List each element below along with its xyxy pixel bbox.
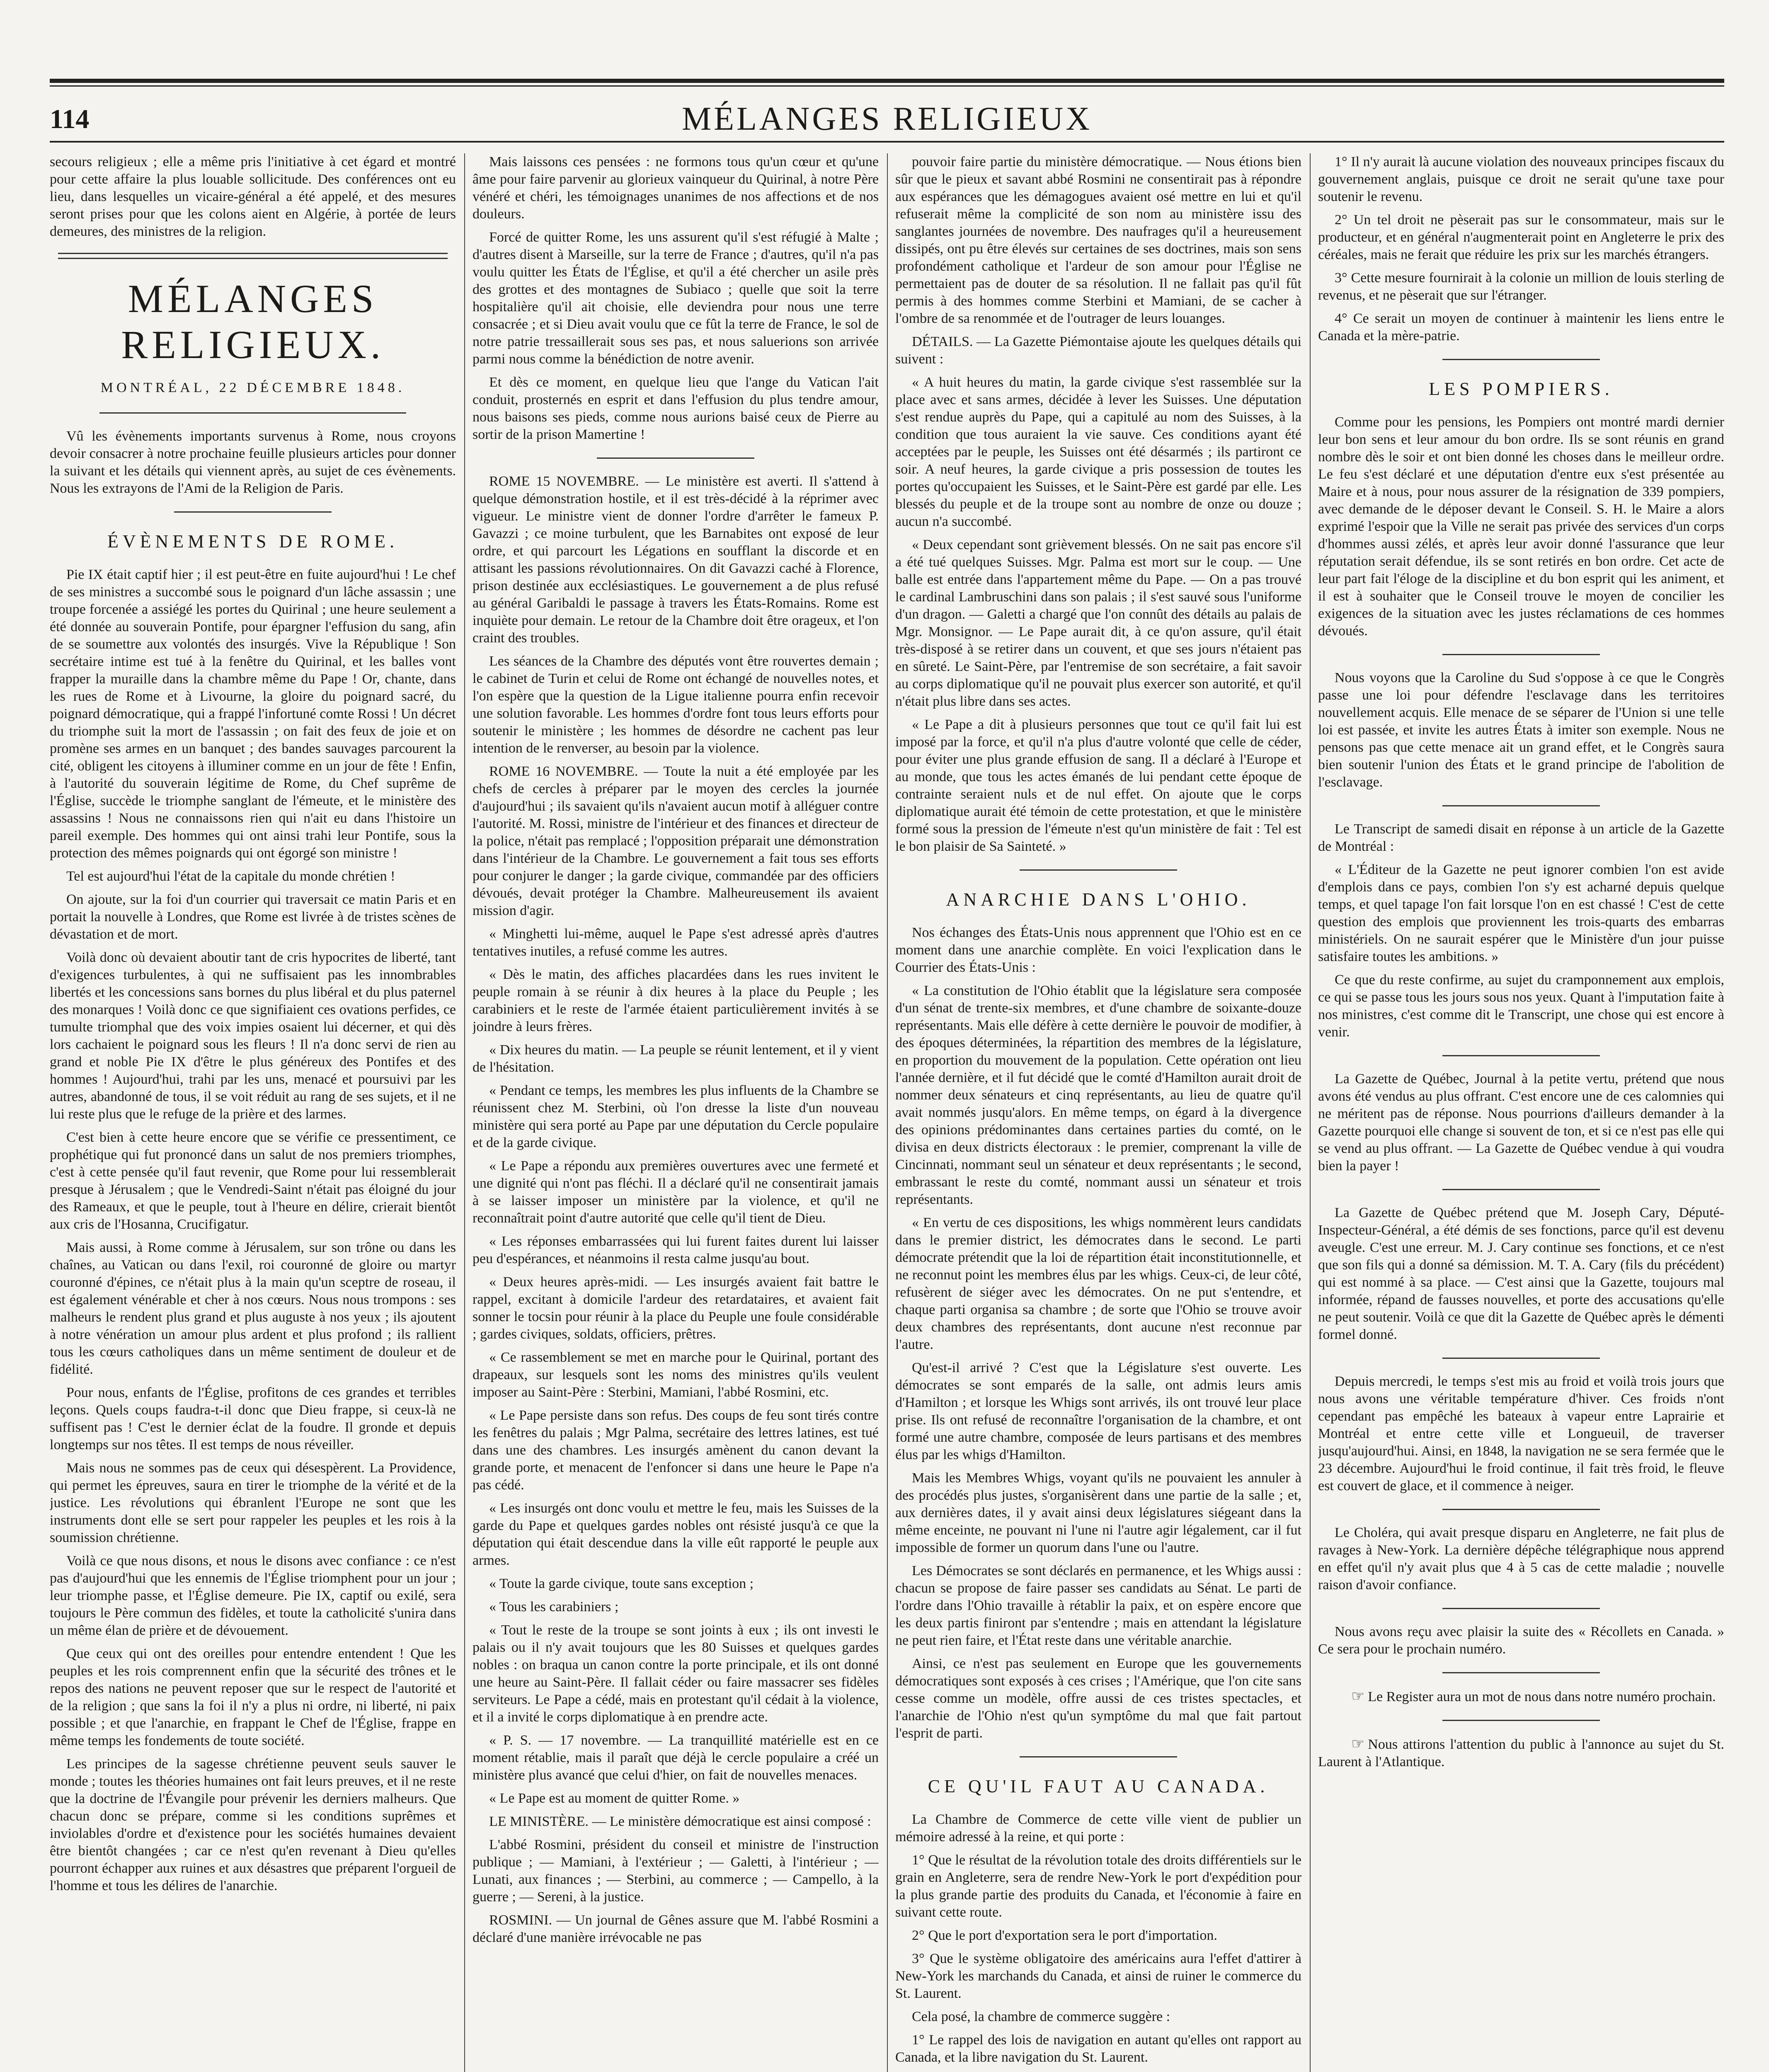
- paragraph: « A huit heures du matin, la garde civique s'est rassemblée sur la place avec et sans armes, décidée à lever les Suisses. Une députation s'est rendue auprès du Pape, qui a capitulé au nom des Suisses, à la condition que tous auraient la vie sauve. Ces conditions ayant été acceptées par le peuple, les Suisses ont été désarmés ; ils partiront ce soir. A neuf heures, la garde civique a pris possession de toutes les portes qu'occupaient les Suisses, et le Saint-Père est gardé par elle. Les blessés du peuple et de la troupe sont au nombre de onze ou douze ; aucun n'a succombé.: [895, 375, 1301, 529]
- divider: [1442, 1720, 1600, 1721]
- paragraph: La Gazette de Québec prétend que M. Joseph Cary, Député-Inspecteur-Général, a été démis de ses fonctions, parce qu'il est devenu aveugle. C'est une erreur. M. J. Cary continue ses fonctions, et ce n'est que son fils qui a donné sa démission. M. T. A. Cary (fils du précédent) qui est nommé à sa place. — C'est ainsi que la Gazette, toujours mal informée, répand de fausses nouvelles, et porte des accusations qu'elle ne peut soutenir. Voilà ce que dit la Gazette de Québec après le démenti formel donné.: [1318, 1205, 1724, 1342]
- paragraph: Et dès ce moment, en quelque lieu que l'ange du Vatican l'ait conduit, prosternés en esprit et dans l'effusion du plus tendre amour, nous baisons ses pieds, comme nous aurions baisé ceux de Pierre au sortir de la prison Mamertine !: [473, 375, 879, 442]
- divider: [1442, 1189, 1600, 1190]
- divider: [597, 457, 754, 459]
- paragraph: 1° Il n'y aurait là aucune violation des nouveaux principes fiscaux du gouvernement anglais, puisque ce droit ne serait qu'une taxe pour soutenir le revenu.: [1318, 154, 1724, 204]
- paragraph: « Le Pape a répondu aux premières ouvertures avec une fermeté et une dignité qui n'ont pas fléchi. Il a déclaré qu'il ne consentirait jamais à se laisser imposer un ministère par la violence, et qu'il ne reconnaîtrait point d'autre autorité que celle qu'il tient de Dieu.: [473, 1158, 879, 1226]
- paragraph: Forcé de quitter Rome, les uns assurent qu'il s'est réfugié à Malte ; d'autres disent à Marseille, sur la terre de France ; d'autres, qu'il n'a pas voulu quitter les États de l'Église, et qu'il a été chercher un asile près des grottes et des montagnes de Subiaco ; quelle que soit la terre hospitalière qu'il ait choisie, elle deviendra pour nous une terre consacrée ; et si Dieu avait voulu que ce fût la terre de France, le sol de notre patrie tressaillerait sous ses pas, et nous saluerions son arrivée parmi nous comme la bénédiction de notre avenir.: [473, 230, 879, 367]
- dateline: MONTRÉAL, 22 DÉCEMBRE 1848.: [100, 380, 405, 395]
- paragraph: « Dix heures du matin. — La peuple se réunit lentement, et il y vient de l'hésitation.: [473, 1042, 879, 1075]
- column-4: [1318, 153, 1724, 2072]
- divider: [58, 253, 448, 259]
- dispatch-paragraph: ROME 15 NOVEMBRE. — Le ministère est averti. Il s'attend à quelque démonstration hostile, et il est très-décidé à la réprimer avec vigueur. Le ministre vient de donner l'ordre d'arrêter le fameux P. Gavazzi ; ce moine turbulent, que les Barnabites ont exposé de leur ordre, et qui parcourt les Légations en soufflant la discorde et en attisant les passions révolutionnaires. On dit Gavazzi caché à Florence, prison destinée aux ecclésiastiques. Le gouvernement a de plus refusé au général Garibaldi le passage à travers les États-Romains. Rome est inquiète pour demain. Le retour de la Chambre doit être orageux, et l'on craint des troubles.: [473, 474, 879, 646]
- paragraph: Mais nous ne sommes pas de ceux qui désespèrent. La Providence, qui permet les épreuves, saura en tirer le triomphe de la vérité et de la justice. Les révolutions qui ébranlent l'Europe ne sont que les instruments dont elle se sert pour rappeler les peuples et les rois à la soumission chrétienne.: [50, 1460, 456, 1545]
- header-bottom-rule: [50, 141, 1724, 143]
- columns: [50, 153, 1724, 2072]
- paragraph: 4° Ce serait un moyen de continuer à maintenir les liens entre le Canada et la mère-patrie.: [1318, 311, 1724, 344]
- paragraph: « Deux cependant sont grièvement blessés. On ne sait pas encore s'il a été tué quelques Suisses. Mgr. Palma est mort sur le coup. — Une balle est entrée dans l'appartement même du Pape. — On a pas trouvé le cardinal Lambruschini dans son palais ; il s'est sauvé sous l'uniforme d'un dragon. — Galetti a chargé que l'on connût des détails au palais de Mgr. Monsignor. — Le Pape aurait dit, à ce qu'on assure, qu'il était très-disposé à se retirer dans un couvent, et que ses jours n'étaient pas en sûreté. Le Saint-Père, par l'entremise de son secrétaire, a fait savoir au corps diplomatique qu'il ne pouvait plus exercer son autorité, et qu'il n'était plus libre dans ses actes.: [895, 537, 1301, 709]
- divider: [1442, 1509, 1600, 1510]
- paragraph: Pour nous, enfants de l'Église, profitons de ces grandes et terribles leçons. Quels coups faudra-t-il donc que Dieu frappe, si ceux-là ne suffisent pas ! C'est le dernier éclat de la foudre. Il gronde et depuis longtemps sur nos têtes. Il est temps de nous réveiller.: [50, 1385, 456, 1452]
- paragraph: Que ceux qui ont des oreilles pour entendre entendent ! Que les peuples et les rois comprennent enfin que la sécurité des trônes et le repos des nations ne peuvent reposer que sur le respect de l'autorité et de la religion ; que sans la foi il n'y a plus ni ordre, ni liberté, ni paix possible ; et que l'anarchie, en frappant le Chef de l'Église, frappe en même temps les fondements de toute société.: [50, 1646, 456, 1748]
- paragraph: 2° Un tel droit ne pèserait pas sur le consommateur, mais sur le producteur, et en général n'augmenterait point en Angleterre le prix des céréales, mais ne ferait que réduire les prix sur les marchés étrangers.: [1318, 212, 1724, 262]
- paragraph: « Le Pape a dit à plusieurs personnes que tout ce qu'il fait lui est imposé par la force, et qu'il n'a plus d'autre volonté que celle de céder, pour éviter une plus grande effusion de sang. Il a déclaré à l'Europe et au monde, que tous les actes émanés de lui pendant cette époque de contrainte seraient nuls et de nul effet. On ajoute que le corps diplomatique aurait été témoin de cette protestation, et que le ministère formé sous la pression de l'émeute n'est qu'un ministère de fait : Tel est le bon plaisir de Sa Sainteté. »: [895, 717, 1301, 854]
- paragraph: « Tous les carabiniers ;: [489, 1599, 619, 1615]
- paragraph: « Les insurgés ont donc voulu et mettre le feu, mais les Suisses de la garde du Pape et quelques gardes nobles ont résisté jusqu'à ce que la députation qui était descendue dans la ville eût rapporté le peuple aux armes.: [473, 1501, 879, 1568]
- dispatch-paragraph: ROME 16 NOVEMBRE. — Toute la nuit a été employée par les chefs de cercles à préparer par le moyen des cercles la journée d'aujourd'hui ; ils savaient qu'ils n'avaient aucun motif à alléguer contre l'autorité. M. Rossi, ministre de l'intérieur et des finances et directeur de la police, n'était pas remplacé ; l'opposition préparait une démonstration dans l'intérieur de la Chambre. Le gouvernement a fait tous ses efforts pour conjurer le danger ; la garde civique, commandée par des officiers dévoués, devait protéger la Chambre. Malheureusement ils avaient mission d'agir.: [473, 764, 879, 918]
- paragraph: Nos échanges des États-Unis nous apprennent que l'Ohio est en ce moment dans une anarchie complète. En voici l'explication dans le Courrier des États-Unis :: [895, 925, 1301, 975]
- paragraph: Pie IX était captif hier ; il est peut-être en fuite aujourd'hui ! Le chef de ses ministres a succombé sous le poignard d'un lâche assassin ; une troupe forcenée a assiégé les portes du Quirinal ; une heure seulement a été donnée au souverain Pontife, pour épargner l'effusion du sang, afin de se soumettre aux volontés des insurgés. Vive la République ! Son secrétaire intime est tué à la fenêtre du Quirinal, et les balles vont frapper la muraille dans la chambre même du Pape ! Or, chante, dans les rues de Rome et à Livourne, la gloire du poignard sacré, du poignard démocratique, qui a frappé l'infortuné comte Rossi ! Un décret du triomphe suit la mort de l'assassin ; on fait des feux de joie et on promène ses armes en un banquet ; des bandes sauvages parcourent la cité, obligent les citoyens à illuminer comme en un jour de fête ! Enfin, à l'autorité du souverain légitime de Rome, du Chef suprême de l'Église, succède le triomphe sanglant de l'émeute, et le ministère des assassins ! Nous ne connaissons rien qui n'ait eu dans l'histoire un pareil exemple. Des hommes qui ont ainsi trahi leur Pontife, sous la protection des mêmes poignards qui ont égorgé son ministre !: [50, 567, 456, 861]
- paragraph: Le Choléra, qui avait presque disparu en Angleterre, ne fait plus de ravages à New-York. La dernière dépêche télégraphique nous apprend en effet qu'il n'y avait plus que 4 à 5 cas de cette maladie ; nouvelle raison d'avoir confiance.: [1318, 1525, 1724, 1593]
- paragraph: Les Démocrates se sont déclarés en permanence, et les Whigs aussi : chacun se propose de faire passer ses candidats au Sénat. Le parti de l'ordre dans l'Ohio travaille à rétablir la paix, et on espère encore que les deux partis finiront par s'entendre ; mais en attendant la législature ne peut rien faire, et l'État reste dans une véritable anarchie.: [895, 1563, 1301, 1648]
- paragraph: Les principes de la sagesse chrétienne peuvent seuls sauver le monde ; toutes les théories humaines ont fait leurs preuves, et il ne reste que la doctrine de l'Évangile pour prévenir les derniers malheurs. Que chacun donc se prépare, comme si les conditions suprêmes et inviolables d'ordre et d'existence pour les sociétés humaines devaient être bientôt changées ; car ce n'est qu'en revenant à Dieu qu'elles pourront échapper aux ruines et aux désastres que préparent l'orgueil de l'homme et tous les délires de l'anarchie.: [50, 1756, 456, 1893]
- paragraph: « Ce rassemblement se met en marche pour le Quirinal, portant des drapeaux, sur lesquels sont les noms des ministres qu'ils veulent imposer au Saint-Père : Sterbini, Mamiani, l'abbé Rosmini, etc.: [473, 1350, 879, 1400]
- column-divider: [887, 153, 888, 2072]
- paragraph: Les séances de la Chambre des députés vont être rouvertes demain ; le cabinet de Turin et celui de Rome ont échangé de nouvelles notes, et l'on espère que la question de la Ligue italienne pourra enfin recevoir une solution favorable. Les hommes d'ordre font tous leurs efforts pour soutenir le ministère ; les hommes de désordre ne cachent pas leur intention de le renverser, au besoin par la violence.: [473, 654, 879, 756]
- paragraph: « Deux heures après-midi. — Les insurgés avaient fait battre le rappel, excitant à domicile l'ardeur des retardataires, et avaient fait sonner le tocsin pour réunir à la place du Peuple une foule considérable ; gardes civiques, soldats, officiers, prêtres.: [473, 1274, 879, 1342]
- paragraph: Mais les Membres Whigs, voyant qu'ils ne pouvaient les annuler à des procédés plus justes, s'organisèrent dans une partie de la salle ; et, aux dernières dates, il y avait ainsi deux législatures siégeant dans la même enceinte, ne pouvant ni l'une ni l'autre agir légalement, car il fut impossible de former un quorum dans l'une ou l'autre.: [895, 1470, 1301, 1555]
- paragraph: Depuis mercredi, le temps s'est mis au froid et voilà trois jours que nous avons une véritable température d'hiver. Ces froids n'ont cependant pas empêché les bateaux à vapeur entre Laprairie et Montréal et entre cette ville et Longueuil, de traverser jusqu'aujourd'hui. Ainsi, en 1848, la navigation ne se sera fermée que le 23 décembre. Aujourd'hui le froid continue, il fait très froid, le fleuve est couvert de glace, et il commence à neiger.: [1318, 1374, 1724, 1493]
- notice-text: Nous attirons l'attention du public à l'annonce au sujet du St. Laurent à l'Atlantique.: [1318, 1737, 1724, 1769]
- column-2: [473, 153, 879, 2072]
- divider: [1442, 359, 1600, 360]
- running-title: MÉLANGES RELIGIEUX: [681, 101, 1093, 137]
- notice-attention: [1318, 1735, 1724, 1771]
- paragraph: 3° Que le système obligatoire des américains aura l'effet d'attirer à New-York les marchands du Canada, et ainsi de ruiner le commerce du St. Laurent.: [895, 1951, 1301, 2001]
- page-number: 114: [50, 104, 90, 134]
- paragraph: « Les réponses embarrassées qui lui furent faites durent lui laisser peu d'espérances, et néanmoins il resta calme jusqu'au bout.: [473, 1234, 879, 1266]
- paragraph: 3° Cette mesure fournirait à la colonie un million de louis sterling de revenus, et ne pèserait que sur l'étranger.: [1318, 270, 1724, 303]
- paragraph: Voilà ce que nous disons, et nous le disons avec confiance : ce n'est pas d'aujourd'hui que les ennemis de l'Église triomphent pour un jour ; leur triomphe passe, et l'Église demeure. Pie IX, captif ou exilé, sera toujours le Père commun des fidèles, et toute la catholicité s'unira dans un même élan de prière et de dévouement.: [50, 1553, 456, 1638]
- paragraph: Mais aussi, à Rome comme à Jérusalem, sur son trône ou dans les chaînes, au Vatican ou dans l'exil, roi couronné de gloire ou martyr couronné d'épines, ce n'était plus à la main qu'un sceptre de roseau, il est également vénérable et cher à nos cœurs. Nous nous trompons : ses malheurs le rendent plus grand et plus auguste à nos yeux ; ils ajoutent à notre vénération un amour plus ardent et plus profond ; ils rallient tous les cœurs catholiques dans un même sentiment de douleur et de fidélité.: [50, 1240, 456, 1377]
- article-continuation: secours religieux ; elle a même pris l'initiative à cet égard et montré pour cette affaire la plus louable sollicitude. Des conférences ont eu lieu, dans lesquelles un vicaire-général a été appelé, et des mesures seront prises pour que les colons aient en Algérie, à portée de leurs demeures, des ministres de la religion.: [50, 154, 456, 239]
- paragraph: Cela posé, la chambre de commerce suggère :: [912, 2009, 1170, 2024]
- divider: [174, 511, 332, 513]
- paragraph: Nous voyons que la Caroline du Sud s'oppose à ce que le Congrès passe une loi pour défendre l'esclavage dans les territoires nouvellement acquis. Elle menace de se séparer de l'Union si une telle loi est passée, et invite les autres États à imiter son exemple. Nous ne pensons pas que cette menace ait un grand effet, et le Congrès saura bien soutenir l'union des États et le grand principe de l'abolition de l'esclavage.: [1318, 670, 1724, 790]
- column-1: [50, 153, 456, 2072]
- paragraph: Nous avons reçu avec plaisir la suite des « Récollets en Canada. » Ce sera pour le prochain numéro.: [1318, 1624, 1724, 1657]
- paragraph: 1° Que le résultat de la révolution totale des droits différentiels sur le grain en Angleterre, sera de rendre New-York le port d'expédition pour la plus grande partie des produits du Canada, et l'économie à faire en suivant cette route.: [895, 1852, 1301, 1920]
- paragraph: DÉTAILS. — La Gazette Piémontaise ajoute les quelques détails qui suivent :: [895, 334, 1301, 367]
- paragraph: « Toute la garde civique, toute sans exception ;: [489, 1576, 754, 1591]
- divider: [1020, 869, 1177, 871]
- paragraph: « P. S. — 17 novembre. — La tranquillité matérielle est en ce moment rétablie, mais il paraît que déjà le cercle populaire a créé un ministère plus avancé que celui d'hier, on fait de nouvelles menaces.: [473, 1733, 879, 1783]
- paragraph: Ainsi, ce n'est pas seulement en Europe que les gouvernements démocratiques sont exposés à ces crises ; l'Amérique, que l'on cite sans cesse comme un modèle, offre aussi de ces tristes spectacles, et l'anarchie de l'Ohio n'est qu'un symptôme du mal que fait partout l'esprit de parti.: [895, 1656, 1301, 1741]
- paragraph: C'est bien à cette heure encore que se vérifie ce pressentiment, ce prophétique qui fut prononcé dans un salut de nos premiers triomphes, c'est à cette pensée qu'il faut revenir, que Rome pour lui ressemblerait presque à Jérusalem ; que le Vendredi-Saint n'était pas éloigné du jour des Rameaux, et que le peuple, tout à l'heure en délire, crierait bientôt aux cris de l'Hosanna, Crucifigatur.: [50, 1130, 456, 1232]
- pointing-hand-icon: ☞: [1351, 1736, 1365, 1752]
- divider: [1442, 654, 1600, 655]
- paragraph: Comme pour les pensions, les Pompiers ont montré mardi dernier leur bon sens et leur amour du bon ordre. Ils se sont réunis en grand nombre dès le soir et ont bien donné les choses dans le meilleur ordre. Le feu s'est déclaré et une députation d'entre eux s'est présentée au Maire et à nous, pour nous assurer de la résignation de 339 pompiers, avec demande de le déposer devant le Conseil. S. H. le Maire a alors exprimé l'espoir que la Ville ne serait pas privée des services d'un corps d'hommes aussi zélés, et après leur avoir donné l'assurance que leur réputation serait défendue, ils se sont retirés en bon ordre. Cet acte de leur part fait l'éloge de la discipline et du bon esprit qui les animent, et il est à souhaiter que le Conseil trouve le moyen de concilier les exigences de la situation avec les justes réclamations de ces hommes dévoués.: [1318, 414, 1724, 639]
- paragraph: « Le Pape est au moment de quitter Rome. »: [489, 1791, 740, 1806]
- page-header: [50, 79, 1724, 141]
- paragraph: « La constitution de l'Ohio établit que la législature sera composée d'un sénat de trente-six membres, et d'une chambre de soixante-douze représentants. Mais elle défère à cette dernière le pouvoir de modifier, à des époques déterminées, la répartition des membres de la législature, en proportion du mouvement de la population. Cette opération ont lieu l'année dernière, et il fut décidé que le comté d'Hamilton aurait droit de nommer deux sénateurs et cinq représentants, au lieu de quatre qu'il avait nommés jusqu'alors. En même temps, on égard à la divergence des opinions prédominantes dans certaines parties du comté, on le divisa en deux districts électoraux : le premier, comprenant la ville de Cincinnati, nommant seul un sénateur et deux représentants ; le second, embrassant le reste du comté, nommant aussi un sénateur et trois représentants.: [895, 983, 1301, 1207]
- divider: [1442, 805, 1600, 806]
- paragraph: Mais laissons ces pensées : ne formons tous qu'un cœur et qu'une âme pour faire parvenir au glorieux vainqueur du Quirinal, à notre Père vénéré et chéri, les témoignages unanimes de nos affections et de nos douleurs.: [473, 154, 879, 222]
- column-divider: [1310, 153, 1311, 2072]
- paragraph: « Pendant ce temps, les membres les plus influents de la Chambre se réunissent chez M. Sterbini, où l'on dresse la liste d'un nouveau ministère qui sera porté au Pape par une députation du Cercle populaire et de la garde civique.: [473, 1083, 879, 1150]
- column-divider: [464, 153, 465, 2072]
- paragraph: On ajoute, sur la foi d'un courrier qui traversait ce matin Paris et en portait la nouvelle à Londres, que Rome est livrée à de tristes scènes de dévastation et de mort.: [50, 892, 456, 942]
- header-thick-rule: [50, 79, 1724, 83]
- paragraph: « Le Pape persiste dans son refus. Des coups de feu sont tirés contre les fenêtres du palais ; Mgr Palma, secrétaire des lettres latines, est tué dans une des chambres. Les insurgés amènent du canon devant la grande porte, et menacent de l'enfoncer si dans une heure le Pape n'a pas cédé.: [473, 1408, 879, 1493]
- paragraph: « Minghetti lui-même, auquel le Pape s'est adressé après d'autres tentatives inutiles, a refusé comme les autres.: [473, 926, 879, 959]
- paragraph: La Chambre de Commerce de cette ville vient de publier un mémoire adressé à la reine, et qui porte :: [895, 1812, 1301, 1844]
- paragraph: « Dès le matin, des affiches placardées dans les rues invitent le peuple romain à se réunir à dix heures à la place du Peuple ; les carabiniers et le reste de l'armée étaient particulièrement invités à se joindre à leurs frères.: [473, 967, 879, 1034]
- pointing-hand-icon: ☞: [1351, 1688, 1365, 1704]
- section-title-pompiers: LES POMPIERS.: [1429, 379, 1614, 399]
- masthead: MÉLANGES RELIGIEUX.: [121, 276, 385, 367]
- intro-paragraph: Vû les évènements importants survenus à Rome, nous croyons devoir consacrer à notre prochaine feuille plusieurs articles pour donner la suivant et les détails qui viennent après, au sujet de ces évènements. Nous les extrayons de l'Ami de la Religion de Paris.: [50, 428, 456, 496]
- notice-text: Le Register aura un mot de nous dans notre numéro prochain.: [1368, 1689, 1716, 1704]
- notice-register: [1318, 1687, 1724, 1706]
- paragraph: Voilà donc où devaient aboutir tant de cris hypocrites de liberté, tant d'exigences turbulentes, à qui ne suffisaient pas les innombrables libertés et les concessions sans bornes du plus libéral et du plus paternel des monarques ! Voilà donc ce que signifiaient ces ovations perfides, ce tumulte triomphal que des voix impies osaient lui décerner, et qui dès lors cachaient le poignard sous les fleurs ! Il n'a donc servi de rien au grand et noble Pie IX d'être le plus généreux des Pontifes et des hommes ! Aujourd'hui, trahi par les uns, menacé et poursuivi par les autres, abandonné de tous, il se voit réduit au rang de ses sujets, et il ne lui reste plus que le refuge de la prière et des larmes.: [50, 950, 456, 1122]
- column-3: [895, 153, 1301, 2072]
- paragraph: « Tout le reste de la troupe se sont joints à eux ; ils ont investi le palais ou il n'y avait toujours que les 80 Suisses et quelques gardes nobles : on braqua un canon contre la porte principale, et ils ont donné une heure au Saint-Père. Il fallait céder ou faire massacrer ses fidèles serviteurs. Le Pape a cédé, mais en protestant qu'il cédait à la violence, et il a invité le corps diplomatique à en prendre acte.: [473, 1622, 879, 1725]
- paragraph: 1° Le rappel des lois de navigation en autant qu'elles ont rapport au Canada, et la libre navigation du St. Laurent.: [895, 2032, 1301, 2065]
- section-title-rome: ÉVÈNEMENTS DE ROME.: [107, 531, 399, 552]
- divider: [1442, 1608, 1600, 1609]
- paragraph: La Gazette de Québec, Journal à la petite vertu, prétend que nous avons été vendus au plus offrant. C'est encore une de ces calomnies qui ne méritent pas de réponse. Nous pourrions d'ailleurs demander à la Gazette pourquoi elle change si souvent de ton, et si ce n'est pas elle qui se vend au plus offrant. — La Gazette de Québec vendue à qui voudra bien la payer !: [1318, 1071, 1724, 1174]
- paragraph: Ce que du reste confirme, au sujet du cramponnement aux emplois, ce qui se passe tous les jours sous nos yeux. Quant à l'imputation faite à nos ministres, c'est comme dit le Transcript, une chose qui est encore à venir.: [1318, 972, 1724, 1040]
- newspaper-page: [50, 79, 1724, 2072]
- paragraph: Qu'est-il arrivé ? C'est que la Législature s'est ouverte. Les démocrates se sont emparés de la salle, ont admis leurs amis d'Hamilton ; et lorsque les Whigs sont arrivés, ils ont trouvé leur place prise. Ils ont refusé de reconnaître l'organisation de la chambre, et ont formé une autre chambre, composée de leurs partisans et des membres élus par les whigs d'Hamilton.: [895, 1360, 1301, 1462]
- divider: [1442, 1672, 1600, 1673]
- divider: [1442, 1055, 1600, 1056]
- header-thin-rule: [50, 85, 1724, 87]
- paragraph: LE MINISTÈRE. — Le ministère démocratique est ainsi composé :: [489, 1814, 871, 1829]
- divider: [1442, 1358, 1600, 1359]
- paragraph: Tel est aujourd'hui l'état de la capitale du monde chrétien !: [66, 869, 395, 884]
- paragraph: ROSMINI. — Un journal de Gênes assure que M. l'abbé Rosmini a déclaré d'une manière irrévocable ne pas: [473, 1912, 879, 1945]
- section-title-canada: CE QU'IL FAUT AU CANADA.: [928, 1776, 1269, 1796]
- paragraph: 2° Que le port d'exportation sera le port d'importation.: [912, 1928, 1217, 1943]
- paragraph: pouvoir faire partie du ministère démocratique. — Nous étions bien sûr que le pieux et savant abbé Rosmini ne consentirait pas à répondre aux espérances que les démagogues avaient osé mettre en lui et qu'il refuserait même la complicité de son nom au ministère issu des sanglantes journées de novembre. Des naufrages qu'il a heureusement dissipés, ont pu être élevés sur certaines de ses doctrines, mais son sens profondément catholique et l'ardeur de son amour pour l'Église ne permettaient pas de douter de sa résolution. Il ne fallait pas qu'il fût permis à des hommes comme Sterbini et Mamiani, de se cacher à l'ombre de sa renommée et de l'outrager de leurs louanges.: [895, 154, 1301, 326]
- divider: [1020, 1756, 1177, 1757]
- paragraph: L'abbé Rosmini, président du conseil et ministre de l'instruction publique ; — Mamiani, à l'extérieur ; — Galetti, à l'intérieur ; — Lunati, aux finances ; — Sterbini, au commerce ; — Campello, à la guerre ; — Sereni, à la justice.: [473, 1837, 879, 1905]
- paragraph: « L'Éditeur de la Gazette ne peut ignorer combien l'on est avide d'emplois dans ce pays, combien l'on s'y est acharné depuis quelque temps, et quel tapage l'on fait lorsque l'on en est chassé ! C'est de cette question des emplois que proviennent les trois-quarts des embarras ministériels. On ne saurait espérer que le Ministère d'un jour puisse satisfaire toutes les ambitions. »: [1318, 862, 1724, 964]
- paragraph: Le Transcript de samedi disait en réponse à un article de la Gazette de Montréal :: [1318, 821, 1724, 854]
- paragraph: « En vertu de ces dispositions, les whigs nommèrent leurs candidats dans le premier district, les démocrates dans le second. Le parti démocrate prétendit que la loi de répartition était inconstitutionnelle, et ne reconnut point les membres élus par les whigs. Ceux-ci, de leur côté, refusèrent de siéger avec les démocrates. On ne put s'entendre, et chaque parti organisa sa chambre ; de sorte que l'Ohio se trouve avoir deux chambres des représentants, dont aucune n'est reconnue par l'autre.: [895, 1215, 1301, 1352]
- divider: [99, 412, 406, 414]
- section-title-ohio: ANARCHIE DANS L'OHIO.: [946, 889, 1251, 910]
